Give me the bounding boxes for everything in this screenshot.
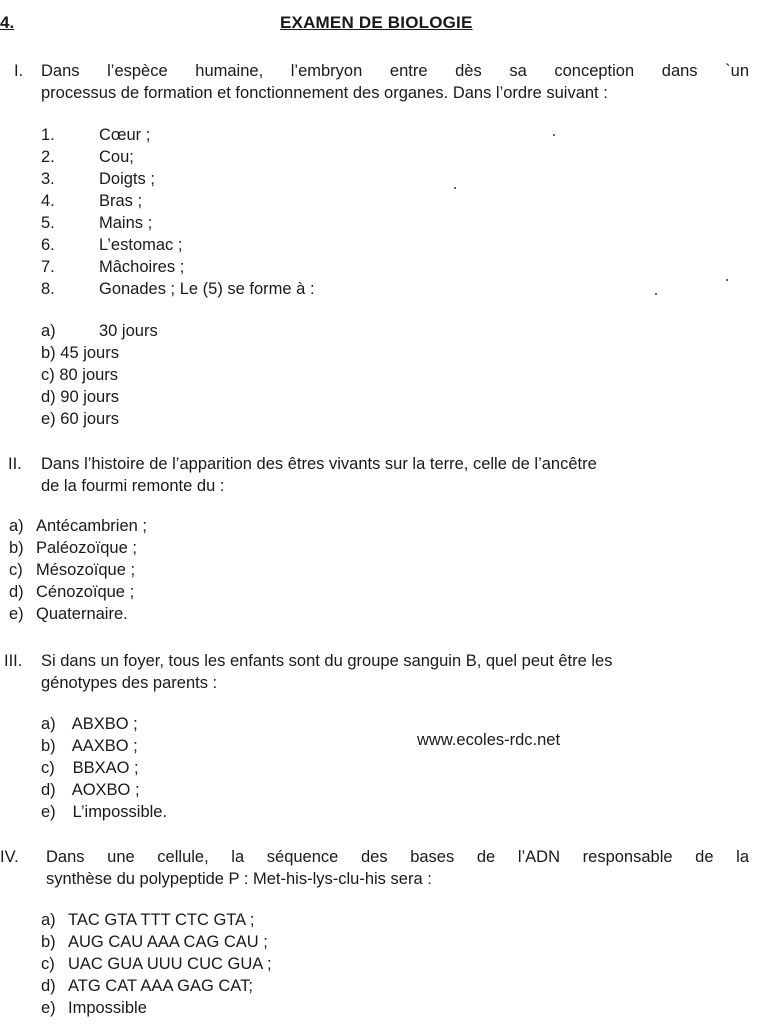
- answer-option[interactable]: [41, 364, 158, 386]
- exam-title: EXAMEN DE BIOLOGIE: [280, 13, 473, 32]
- answer-option[interactable]: [41, 320, 158, 342]
- answer-option[interactable]: [41, 909, 272, 931]
- item-text: Cœur ;: [99, 126, 151, 144]
- answer-option[interactable]: [41, 953, 272, 975]
- option-text: AUG CAU AAA CAG CAU ;: [68, 933, 268, 951]
- option-label: d): [9, 583, 24, 601]
- item-number: 8.: [41, 280, 55, 298]
- question-2-text: [41, 453, 749, 497]
- answer-option[interactable]: [9, 559, 147, 581]
- list-item: [41, 234, 315, 256]
- scan-speck: [726, 279, 728, 281]
- list-item: [41, 190, 315, 212]
- option-label: b): [41, 933, 56, 951]
- answer-option[interactable]: [41, 342, 158, 364]
- option-text: L’impossible.: [72, 803, 168, 821]
- option-label: e): [9, 605, 24, 623]
- item-number: 1.: [41, 126, 55, 144]
- option-label: a): [41, 322, 56, 340]
- question-4-number: IV.: [0, 848, 19, 866]
- item-text: L’estomac ;: [99, 236, 183, 254]
- question-4-line: Dans une cellule, la séquence des bases de l’ADN responsable de la: [46, 848, 749, 866]
- option-text: ATG CAT AAA GAG CAT;: [68, 977, 253, 995]
- answer-option[interactable]: [9, 537, 147, 559]
- option-text: AOXBO ;: [71, 781, 140, 799]
- option-text: Quaternaire.: [36, 605, 128, 623]
- question-1-line: processus de formation et fonctionnement des organes. Dans l’ordre suivant :: [41, 84, 608, 102]
- answer-option[interactable]: [41, 757, 167, 779]
- item-text: Gonades ; Le (5) se forme à :: [99, 280, 315, 298]
- item-text: Cou;: [99, 148, 134, 166]
- website-watermark: www.ecoles-rdc.net: [417, 731, 561, 749]
- answer-option[interactable]: [41, 931, 272, 953]
- item-number: 3.: [41, 170, 55, 188]
- item-text: Doigts ;: [99, 170, 155, 188]
- list-item: [41, 256, 315, 278]
- option-label: b): [9, 539, 24, 557]
- item-text: Bras ;: [99, 192, 143, 210]
- question-4-text: [46, 846, 749, 890]
- option-label: c): [9, 561, 23, 579]
- item-number: 7.: [41, 258, 55, 276]
- question-1-number: I.: [14, 62, 24, 80]
- answer-option[interactable]: [41, 997, 272, 1019]
- question-3-text: [41, 650, 749, 694]
- option-label: c): [41, 366, 55, 384]
- question-1-options: [41, 320, 158, 430]
- answer-option[interactable]: [41, 713, 167, 735]
- option-label: d): [41, 977, 56, 995]
- list-item: [41, 124, 315, 146]
- option-label: a): [9, 517, 24, 535]
- option-label: e): [41, 803, 56, 821]
- answer-option[interactable]: [41, 386, 158, 408]
- item-number: 2.: [41, 148, 55, 166]
- item-text: Mains ;: [99, 214, 153, 232]
- option-text: BBXAO ;: [72, 759, 139, 777]
- list-item: [41, 168, 315, 190]
- option-text: Cénozoïque ;: [36, 583, 135, 601]
- option-label: c): [41, 955, 55, 973]
- question-4-line: synthèse du polypeptide P : Met-his-lys-clu-his sera :: [46, 870, 432, 888]
- answer-option[interactable]: [41, 779, 167, 801]
- option-text: TAC GTA TTT CTC GTA ;: [68, 911, 255, 929]
- option-text: AAXBO ;: [71, 737, 138, 755]
- question-3-options: [41, 713, 167, 823]
- answer-option[interactable]: [41, 735, 167, 757]
- answer-option[interactable]: [41, 975, 272, 997]
- option-text: 60 jours: [60, 410, 119, 428]
- option-text: 30 jours: [99, 322, 158, 340]
- option-text: 90 jours: [60, 388, 119, 406]
- option-label: e): [41, 410, 56, 428]
- item-number: 6.: [41, 236, 55, 254]
- option-text: 80 jours: [59, 366, 119, 384]
- option-text: Mésozoïque ;: [36, 561, 136, 579]
- option-text: ABXBO ;: [71, 715, 138, 733]
- list-item: [41, 146, 315, 168]
- option-label: c): [41, 759, 55, 777]
- option-text: UAC GUA UUU CUC GUA ;: [68, 955, 272, 973]
- option-label: e): [41, 999, 56, 1017]
- option-label: a): [41, 911, 56, 929]
- option-label: b): [41, 737, 56, 755]
- item-number: 4.: [41, 192, 55, 210]
- option-label: b): [41, 344, 56, 362]
- scan-speck: [454, 187, 456, 189]
- option-text: Impossible: [68, 999, 147, 1017]
- scan-speck: [553, 134, 555, 136]
- answer-option[interactable]: [9, 581, 147, 603]
- question-3-line: Si dans un foyer, tous les enfants sont du groupe sanguin B, quel peut être les: [41, 652, 613, 670]
- question-2-options: [9, 515, 147, 625]
- option-text: Antécambrien ;: [36, 517, 147, 535]
- list-item: [41, 212, 315, 234]
- question-1-sequence-list: [41, 124, 315, 300]
- question-2-line: Dans l’histoire de l’apparition des êtres vivants sur la terre, celle de l’ancêtre: [41, 455, 597, 473]
- question-2-line: de la fourmi remonte du :: [41, 477, 225, 495]
- option-text: Paléozoïque ;: [36, 539, 137, 557]
- question-1-text: [41, 60, 749, 104]
- list-item: [41, 278, 315, 300]
- option-label: a): [41, 715, 56, 733]
- item-text: Mâchoires ;: [99, 258, 185, 276]
- option-label: d): [41, 388, 56, 406]
- item-number: 5.: [41, 214, 55, 232]
- question-4-options: [41, 909, 272, 1019]
- exam-number: 4.: [0, 13, 15, 32]
- scan-speck: [655, 293, 657, 295]
- option-label: d): [41, 781, 56, 799]
- answer-option[interactable]: [9, 515, 147, 537]
- answer-option[interactable]: [41, 801, 167, 823]
- question-3-line: génotypes des parents :: [41, 674, 218, 692]
- question-3-number: III.: [4, 652, 23, 670]
- answer-option[interactable]: [9, 603, 147, 625]
- question-1-line: Dans l’espèce humaine, l’embryon entre dès sa conception dans `un: [41, 62, 749, 80]
- answer-option[interactable]: [41, 408, 158, 430]
- question-2-number: II.: [8, 455, 22, 473]
- option-text: 45 jours: [60, 344, 119, 362]
